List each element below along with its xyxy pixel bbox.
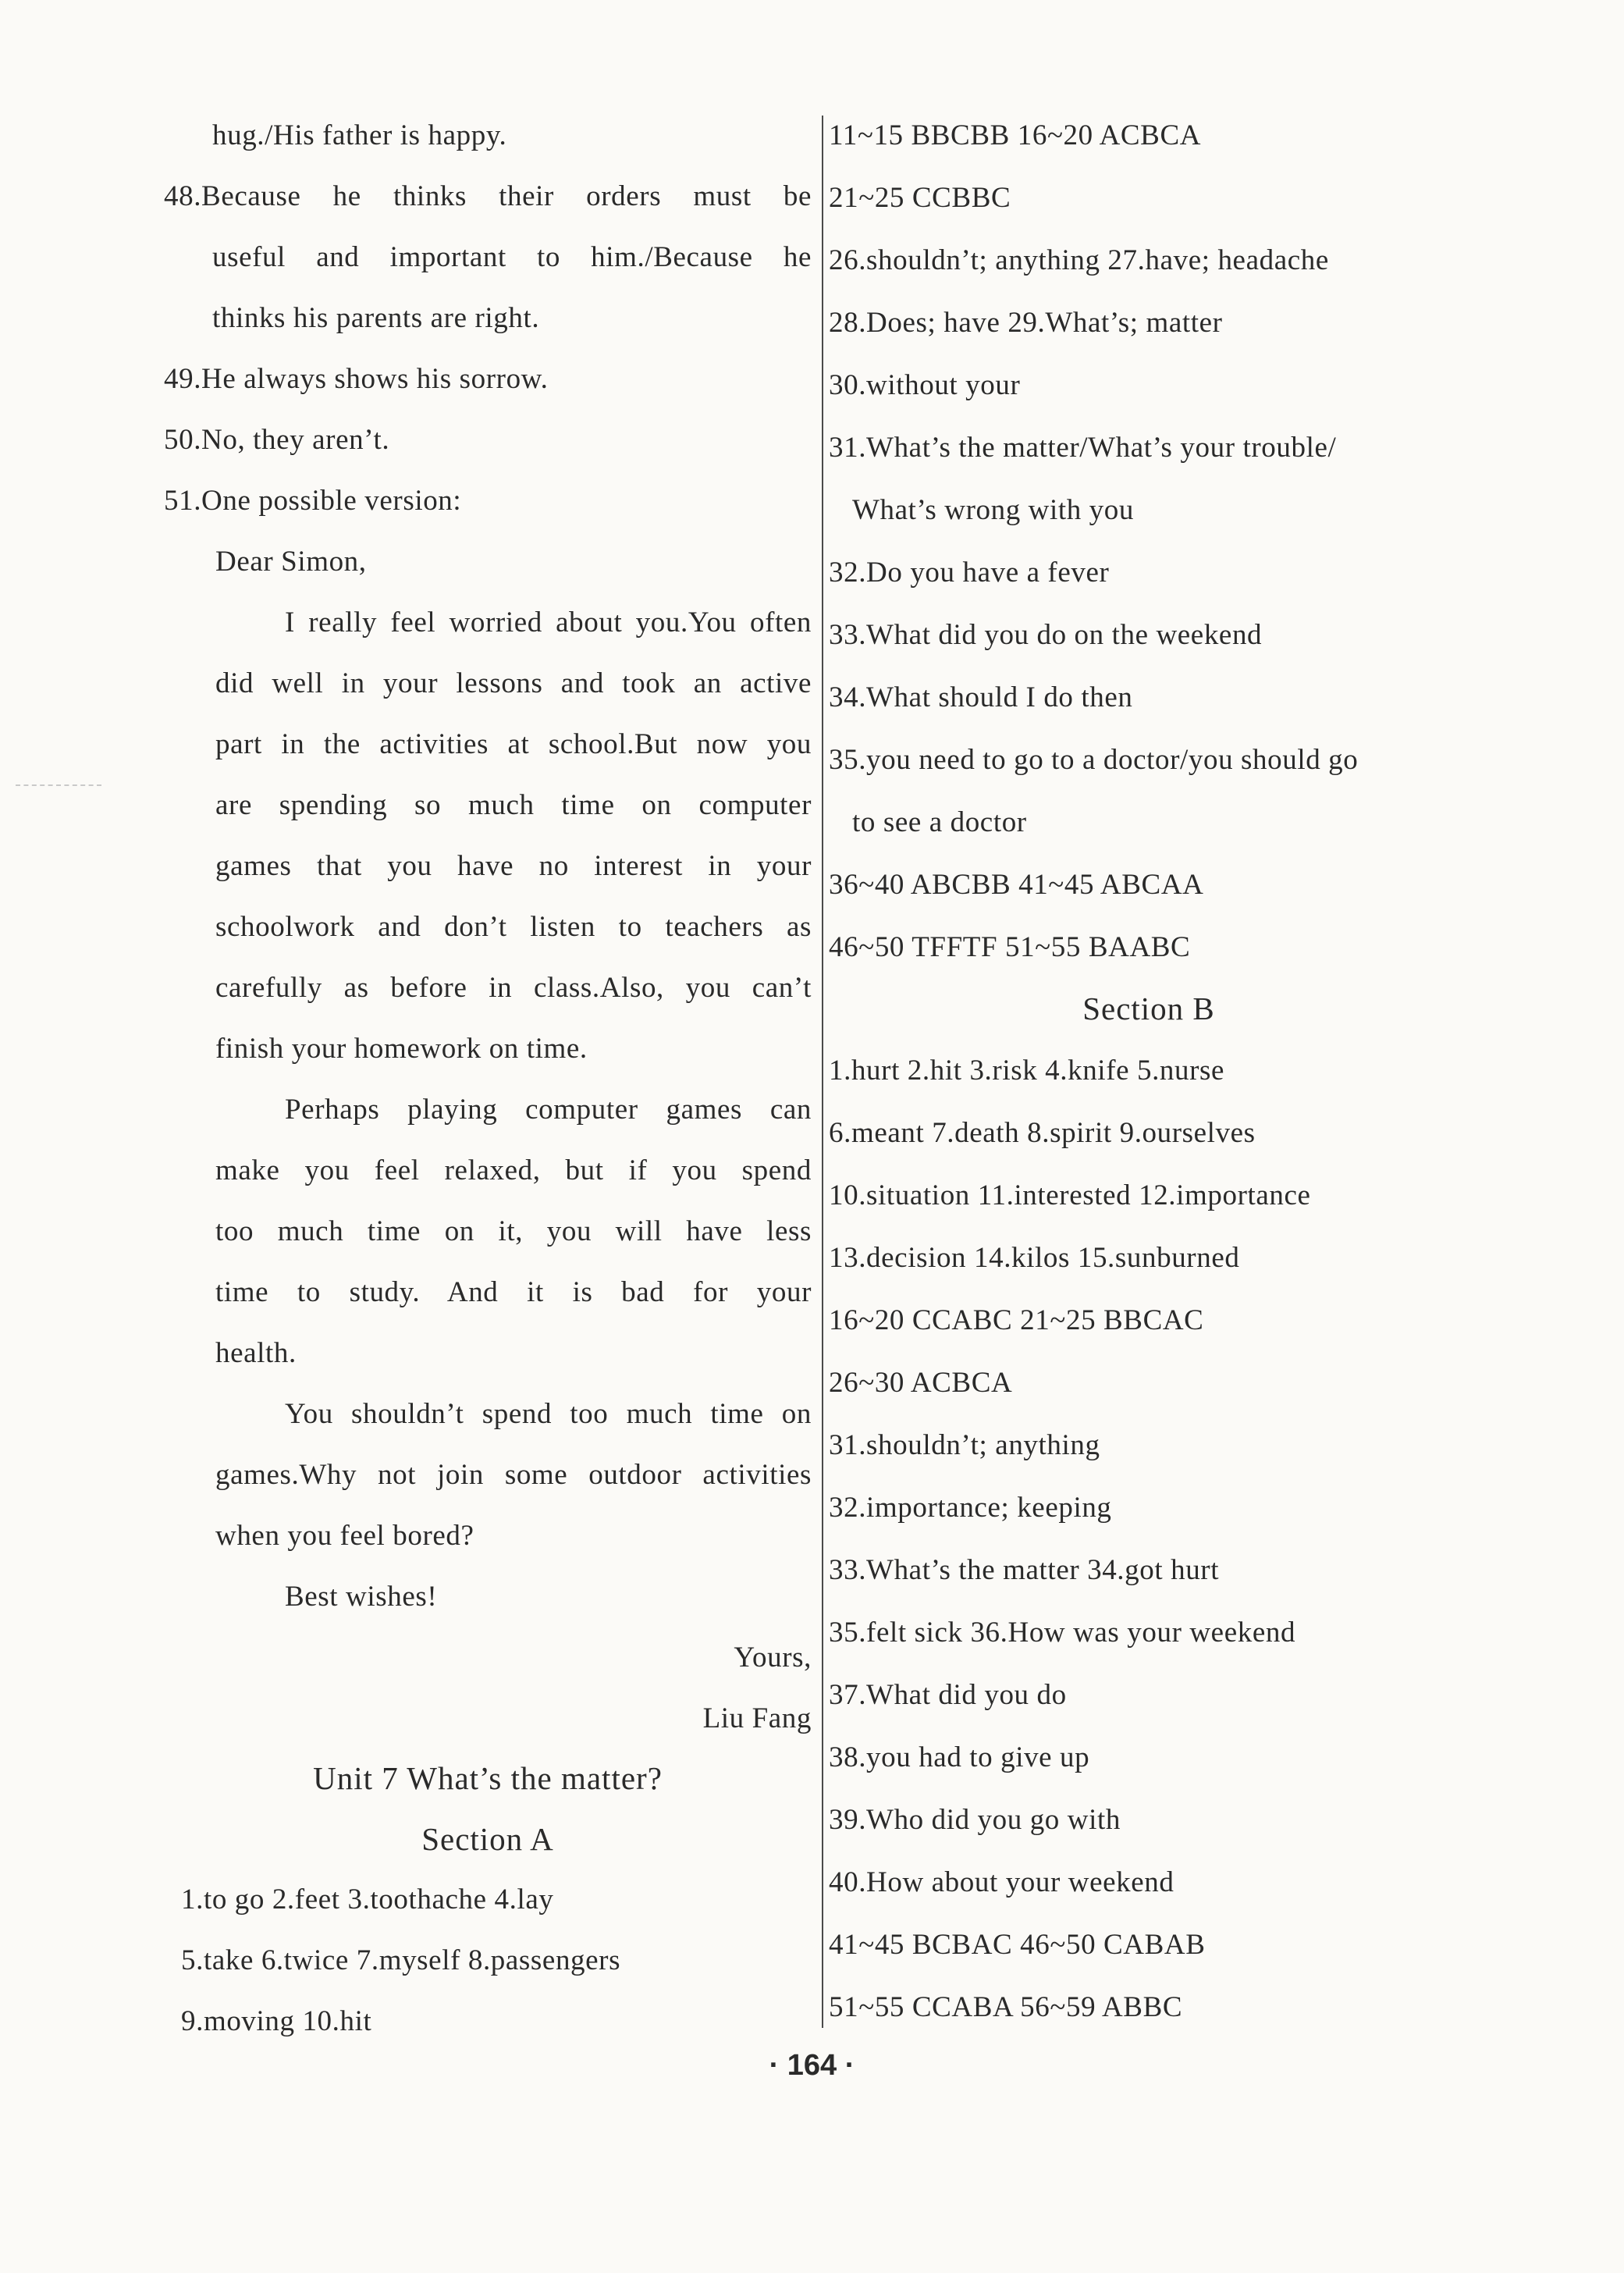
answer-51: 51.One possible version: (164, 485, 462, 517)
letter-line: games that you have no interest in your (215, 850, 812, 882)
margin-dash (16, 784, 101, 786)
letter-line: carefully as before in class.Also, you can’t (215, 972, 812, 1004)
letter-closing: Best wishes! (285, 1581, 438, 1613)
letter-line: health. (215, 1337, 297, 1369)
answer-row: 37.What did you do (829, 1679, 1067, 1711)
text-line: hug./His father is happy. (212, 119, 507, 151)
letter-sign-off: Yours, (734, 1642, 812, 1674)
letter-line: time to study. And it is bad for your (215, 1276, 812, 1308)
answer-row: 26.shouldn’t; anything 27.have; headache (829, 244, 1329, 276)
unit-title: Unit 7 What’s the matter? (313, 1760, 663, 1796)
letter-line: finish your homework on time. (215, 1033, 588, 1065)
answer-row: 40.How about your weekend (829, 1866, 1174, 1898)
answer-row: 30.without your (829, 369, 1021, 401)
answer-row: 31.What’s the matter/What’s your trouble/ (829, 432, 1337, 464)
answer-49: 49.He always shows his sorrow. (164, 363, 549, 395)
letter-line: when you feel bored? (215, 1520, 474, 1552)
section-a-line: 9.moving 10.hit (181, 2005, 372, 2037)
letter-signature: Liu Fang (702, 1702, 812, 1734)
answer-row: 32.importance; keeping (829, 1492, 1112, 1524)
letter-line: You shouldn’t spend too much time on (285, 1398, 812, 1430)
section-a-title: Section A (421, 1821, 554, 1857)
answer-48: 48.Because he thinks their orders must be (164, 180, 812, 212)
answer-row: to see a doctor (852, 806, 1027, 838)
answer-row: 28.Does; have 29.What’s; matter (829, 307, 1223, 339)
answer-row: 46~50 TFFTF 51~55 BAABC (829, 931, 1191, 963)
letter-salutation: Dear Simon, (215, 546, 367, 578)
text-line: useful and important to him./Because he (212, 241, 812, 273)
section-a-line: 1.to go 2.feet 3.toothache 4.lay (181, 1883, 554, 1916)
page-number: · 164 · (769, 2049, 855, 2082)
letter-line: part in the activities at school.But now you (215, 728, 812, 760)
answer-row: 36~40 ABCBB 41~45 ABCAA (829, 869, 1204, 901)
letter-line: games.Why not join some outdoor activities (215, 1459, 812, 1491)
answer-row: 13.decision 14.kilos 15.sunburned (829, 1242, 1240, 1274)
answer-row: 1.hurt 2.hit 3.risk 4.knife 5.nurse (829, 1055, 1225, 1087)
answer-50: 50.No, they aren’t. (164, 424, 390, 456)
column-divider (822, 116, 823, 2028)
letter-line: are spending so much time on computer (215, 789, 812, 821)
letter-line: make you feel relaxed, but if you spend (215, 1154, 812, 1186)
answer-row: 32.Do you have a fever (829, 557, 1110, 589)
answer-row: 26~30 ACBCA (829, 1367, 1013, 1399)
letter-line: Perhaps playing computer games can (285, 1094, 812, 1126)
letter-line: did well in your lessons and took an active (215, 667, 812, 699)
section-b-title: Section B (1082, 991, 1215, 1026)
answer-row: 10.situation 11.interested 12.importance (829, 1179, 1311, 1211)
text-line: thinks his parents are right. (212, 302, 540, 334)
answer-row: 51~55 CCABA 56~59 ABBC (829, 1991, 1183, 2023)
answer-row: 39.Who did you go with (829, 1804, 1121, 1836)
answer-row: 16~20 CCABC 21~25 BBCAC (829, 1304, 1204, 1336)
answer-row: 34.What should I do then (829, 681, 1133, 713)
answer-row: 6.meant 7.death 8.spirit 9.ourselves (829, 1117, 1256, 1149)
letter-line: too much time on it, you will have less (215, 1215, 812, 1247)
answer-row: 33.What did you do on the weekend (829, 619, 1263, 651)
answer-row: 11~15 BBCBB 16~20 ACBCA (829, 119, 1202, 151)
answer-row: 35.felt sick 36.How was your weekend (829, 1617, 1296, 1649)
answer-row: 21~25 CCBBC (829, 182, 1011, 214)
letter-line: schoolwork and don’t listen to teachers as (215, 911, 812, 943)
answer-row: 38.you had to give up (829, 1741, 1090, 1773)
letter-line: I really feel worried about you.You often (285, 606, 812, 639)
answer-row: 31.shouldn’t; anything (829, 1429, 1100, 1461)
answer-row: 41~45 BCBAC 46~50 CABAB (829, 1929, 1206, 1961)
answer-row: 35.you need to go to a doctor/you should go (829, 744, 1359, 776)
answer-row: What’s wrong with you (852, 494, 1134, 526)
answer-row: 33.What’s the matter 34.got hurt (829, 1554, 1220, 1586)
section-a-line: 5.take 6.twice 7.myself 8.passengers (181, 1944, 621, 1976)
